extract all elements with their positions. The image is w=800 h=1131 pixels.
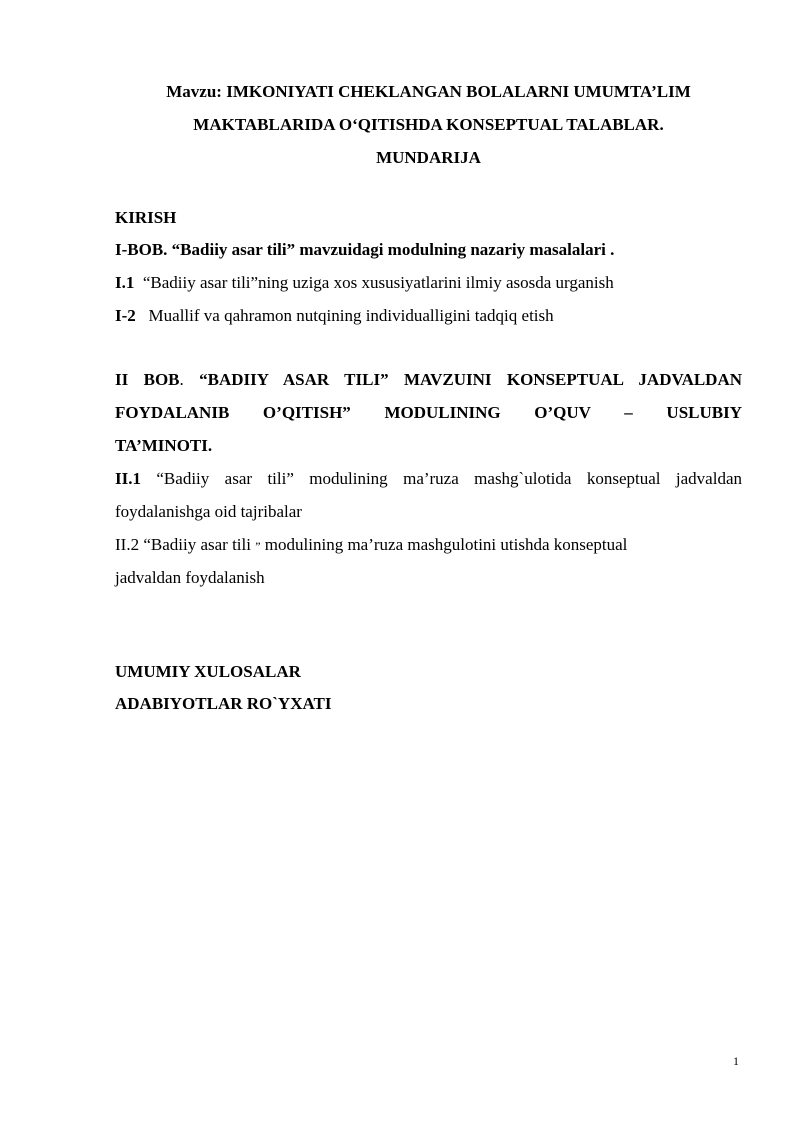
chapter-2-heading-line-3: TA’MINOTI.	[115, 436, 213, 455]
title-line-1: Mavzu: IMKONIYATI CHEKLANGAN BOLALARNI UMUMTA’LIM	[166, 82, 691, 101]
chapter-2-heading-line-2: FOYDALANIB O’QITISH” MODULINING O’QUV – USLUBIY	[115, 403, 742, 422]
section-number: II.1	[115, 469, 141, 488]
toc-conclusion: UMUMIY XULOSALAR	[115, 662, 301, 681]
page-number: 1	[733, 1054, 739, 1068]
section-title: Muallif va qahramon nutqining individualligini tadqiq etish	[135, 306, 554, 325]
title-line-2: MAKTABLARIDA O‘QITISHDA KONSEPTUAL TALABLAR.	[193, 115, 664, 134]
section-2-2-line-2: jadvaldan foydalanish	[115, 568, 265, 587]
document-title	[115, 75, 742, 174]
toc-chapter-1-heading: I-BOB. “Badiiy asar tili” mavzuidagi modulning nazariy masalalari .	[115, 240, 615, 259]
title-line-3: MUNDARIJA	[376, 148, 481, 167]
section-title: “Badiiy asar tili”ning uziga xos xususiyatlarini ilmiy asosda urganish	[134, 273, 614, 292]
chapter-2-number: II BOB	[115, 370, 180, 389]
toc-references: ADABIYOTLAR RO`YXATI	[115, 694, 332, 713]
section-number: I.1	[115, 273, 135, 292]
toc-section-2-1	[115, 462, 742, 528]
section-number: I-2	[115, 306, 136, 325]
toc-section-2-2	[115, 528, 742, 594]
section-2-1-line-1: II.1 “Badiiy asar tili” modulining ma’ruza mashg`ulotida konseptual jadvaldan	[115, 469, 742, 488]
toc-section-1-2	[115, 306, 554, 326]
section-2-2-line-1: II.2 “Badiiy asar tili ” modulining ma’ruza mashgulotini utishda konseptual	[115, 535, 628, 554]
section-2-1-line-2: foydalanishga oid tajribalar	[115, 502, 302, 521]
toc-chapter-2-heading	[115, 363, 742, 462]
chapter-2-heading-line-1: II BOB. “BADIIY ASAR TILI” MAVZUINI KONSEPTUAL JADVALDAN	[115, 370, 743, 389]
toc-intro: KIRISH	[115, 208, 177, 227]
toc-section-1-1	[115, 273, 614, 293]
